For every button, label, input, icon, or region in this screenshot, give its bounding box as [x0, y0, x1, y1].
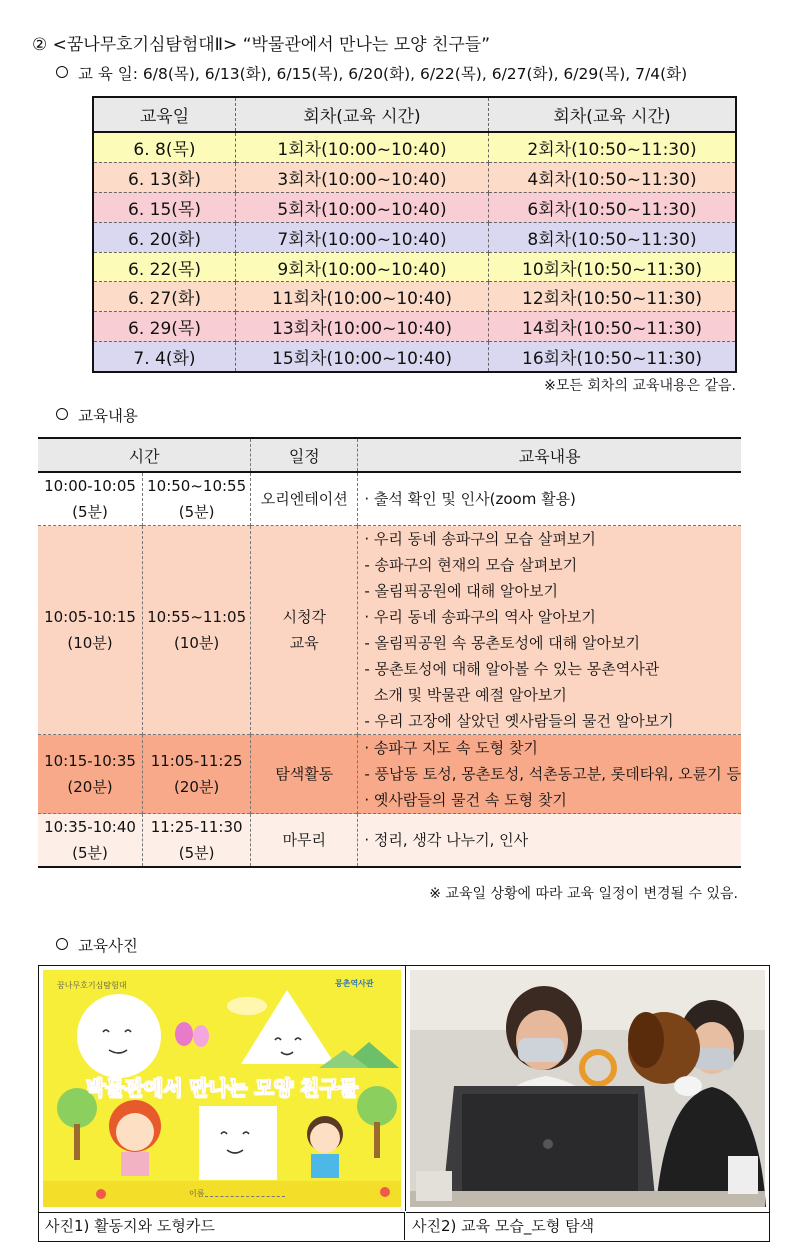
- content-table: [38, 437, 741, 868]
- time-round1-cell: [38, 735, 143, 814]
- schedule-row: [93, 312, 736, 342]
- content-row: [38, 814, 741, 868]
- time-duration: (20분): [67, 778, 113, 796]
- schedule-session1-cell: 13회차(10:00~10:40): [236, 312, 489, 342]
- photo1-caption: 사진1) 활동지와 도형카드: [39, 1212, 405, 1240]
- content-item: - 올림픽공원 속 몽촌토성에 대해 알아보기: [364, 634, 640, 652]
- stage-label: 시청각: [282, 608, 327, 626]
- photo-section-heading: [56, 934, 138, 956]
- schedule-row: [93, 282, 736, 312]
- content-section-heading: [56, 404, 138, 426]
- time-duration: (5분): [178, 503, 215, 521]
- schedule-header-session1: 회차(교육 시간): [236, 97, 489, 132]
- time-duration: (5분): [72, 503, 108, 521]
- schedule-note: ※모든 회차의 교육내용은 같음.: [544, 378, 736, 394]
- time-range: 10:55~11:05: [147, 608, 247, 626]
- time-round1-cell: [38, 814, 143, 868]
- time-range: 11:25-11:30: [150, 818, 243, 836]
- education-days-line: [56, 62, 687, 84]
- card-logo-text: 몽촌역사관: [335, 979, 374, 988]
- circle-bullet-icon: [56, 938, 68, 950]
- schedule-session1-cell: 7회차(10:00~10:40): [236, 222, 489, 252]
- schedule-session2-cell: 6회차(10:50~11:30): [489, 192, 737, 222]
- schedule-date-cell: 6. 20(화): [93, 222, 236, 252]
- schedule-date-cell: 7. 4(화): [93, 342, 236, 372]
- photo2-caption: 사진2) 교육 모습_도형 탐색: [406, 1212, 769, 1240]
- schedule-row: [93, 162, 736, 192]
- photo-activity-card: [39, 966, 406, 1211]
- stage-label: 오리엔테이션: [260, 490, 348, 508]
- circle-bullet-icon: [56, 408, 68, 420]
- schedule-date-cell: 6. 13(화): [93, 162, 236, 192]
- photo-table: [38, 965, 770, 1242]
- time-round2-cell: [143, 814, 251, 868]
- content-item: · 옛사람들의 물건 속 도형 찾기: [364, 791, 567, 809]
- content-item: - 올림픽공원에 대해 알아보기: [364, 582, 558, 600]
- schedule-header-session2: 회차(교육 시간): [489, 97, 737, 132]
- time-range: 10:00-10:05: [44, 477, 136, 495]
- content-note: ※ 교육일 상황에 따라 교육 일정이 변경될 수 있음.: [429, 886, 738, 902]
- time-duration: (20분): [173, 778, 220, 796]
- content-items-cell: [358, 472, 741, 526]
- card-name-line: [205, 1196, 285, 1197]
- time-round2-cell: [143, 526, 251, 735]
- time-duration: (10분): [173, 634, 220, 652]
- content-header-stage: 일정: [251, 438, 358, 472]
- card-name-label: 이름: [189, 1189, 205, 1198]
- time-duration: (5분): [72, 844, 108, 862]
- content-items-cell: [358, 526, 741, 735]
- content-item: - 우리 고장에 살았던 옛사람들의 물건 알아보기: [364, 712, 674, 730]
- schedule-table: [92, 96, 737, 373]
- content-item: 소개 및 박물관 예절 알아보기: [364, 686, 567, 704]
- schedule-row: [93, 222, 736, 252]
- section-title: ② <꿈나무호기심탐험대Ⅱ> “박물관에서 만나는 모양 친구들”: [32, 35, 491, 55]
- content-header-content: 교육내용: [358, 438, 741, 472]
- schedule-session2-cell: 12회차(10:50~11:30): [489, 282, 737, 312]
- content-item: · 송파구 지도 속 도형 찾기: [364, 739, 538, 757]
- schedule-date-cell: 6. 29(목): [93, 312, 236, 342]
- schedule-session2-cell: 2회차(10:50~11:30): [489, 132, 737, 162]
- content-row: [38, 472, 741, 526]
- schedule-row: [93, 192, 736, 222]
- stage-cell: [251, 526, 358, 735]
- schedule-session1-cell: 5회차(10:00~10:40): [236, 192, 489, 222]
- content-items-cell: [358, 735, 741, 814]
- schedule-row: [93, 252, 736, 282]
- time-range: 10:35-10:40: [44, 818, 136, 836]
- stage-cell: [251, 472, 358, 526]
- content-row: [38, 526, 741, 735]
- content-item: - 몽촌토성에 대해 알아볼 수 있는 몽촌역사관: [364, 660, 660, 678]
- schedule-session2-cell: 8회차(10:50~11:30): [489, 222, 737, 252]
- schedule-date-cell: 6. 22(목): [93, 252, 236, 282]
- education-days-text: 교 육 일: 6/8(목), 6/13(화), 6/15(목), 6/20(화), 6/22(목), 6/27(화), 6/29(목), 7/4(화): [78, 65, 688, 83]
- time-range: 11:05-11:25: [150, 752, 243, 770]
- content-items-cell: [358, 814, 741, 868]
- time-round2-cell: [143, 735, 251, 814]
- stage-label: 탐색활동: [275, 765, 334, 783]
- content-item: · 정리, 생각 나누기, 인사: [364, 831, 529, 849]
- schedule-session1-cell: 9회차(10:00~10:40): [236, 252, 489, 282]
- content-item: · 우리 동네 송파구의 역사 알아보기: [364, 608, 596, 626]
- schedule-header-date: 교육일: [93, 97, 236, 132]
- circle-bullet-icon: [56, 66, 68, 78]
- content-item: · 출석 확인 및 인사(zoom 활용): [364, 490, 576, 508]
- content-header-time: 시간: [38, 438, 251, 472]
- education-scene-illustration: [406, 966, 769, 1211]
- content-item: - 풍납동 토성, 몽촌토성, 석촌동고분, 롯데타워, 오륜기 등: [364, 765, 741, 783]
- time-duration: (5분): [178, 844, 215, 862]
- stage-cell: [251, 735, 358, 814]
- time-range: 10:50~10:55: [147, 477, 247, 495]
- schedule-session1-cell: 15회차(10:00~10:40): [236, 342, 489, 372]
- content-item: - 송파구의 현재의 모습 살펴보기: [364, 556, 578, 574]
- schedule-date-cell: 6. 27(화): [93, 282, 236, 312]
- schedule-session2-cell: 10회차(10:50~11:30): [489, 252, 737, 282]
- time-range: 10:15-10:35: [44, 752, 136, 770]
- schedule-date-cell: 6. 15(목): [93, 192, 236, 222]
- content-section-label: 교육내용: [78, 407, 138, 425]
- schedule-row: [93, 342, 736, 372]
- card-header-text: 꿈나무호기심탐험대: [57, 981, 127, 990]
- card-title-text: 박물관에서 만나는 모양 친구들: [85, 1076, 359, 1100]
- schedule-session2-cell: 16회차(10:50~11:30): [489, 342, 737, 372]
- schedule-session2-cell: 14회차(10:50~11:30): [489, 312, 737, 342]
- time-round1-cell: [38, 526, 143, 735]
- schedule-date-cell: 6. 8(목): [93, 132, 236, 162]
- schedule-session1-cell: 1회차(10:00~10:40): [236, 132, 489, 162]
- schedule-session2-cell: 4회차(10:50~11:30): [489, 162, 737, 192]
- schedule-session1-cell: 3회차(10:00~10:40): [236, 162, 489, 192]
- photo-section-label: 교육사진: [78, 937, 138, 955]
- time-round2-cell: [143, 472, 251, 526]
- photo-education-scene: [406, 966, 769, 1211]
- stage-label: 마무리: [282, 831, 327, 849]
- schedule-session1-cell: 11회차(10:00~10:40): [236, 282, 489, 312]
- time-range: 10:05-10:15: [44, 608, 136, 626]
- content-row: [38, 735, 741, 814]
- content-item: · 우리 동네 송파구의 모습 살펴보기: [364, 530, 596, 548]
- time-duration: (10분): [67, 634, 113, 652]
- stage-cell: [251, 814, 358, 868]
- stage-label-line2: 교육: [289, 634, 319, 652]
- time-round1-cell: [38, 472, 143, 526]
- schedule-row: [93, 132, 736, 162]
